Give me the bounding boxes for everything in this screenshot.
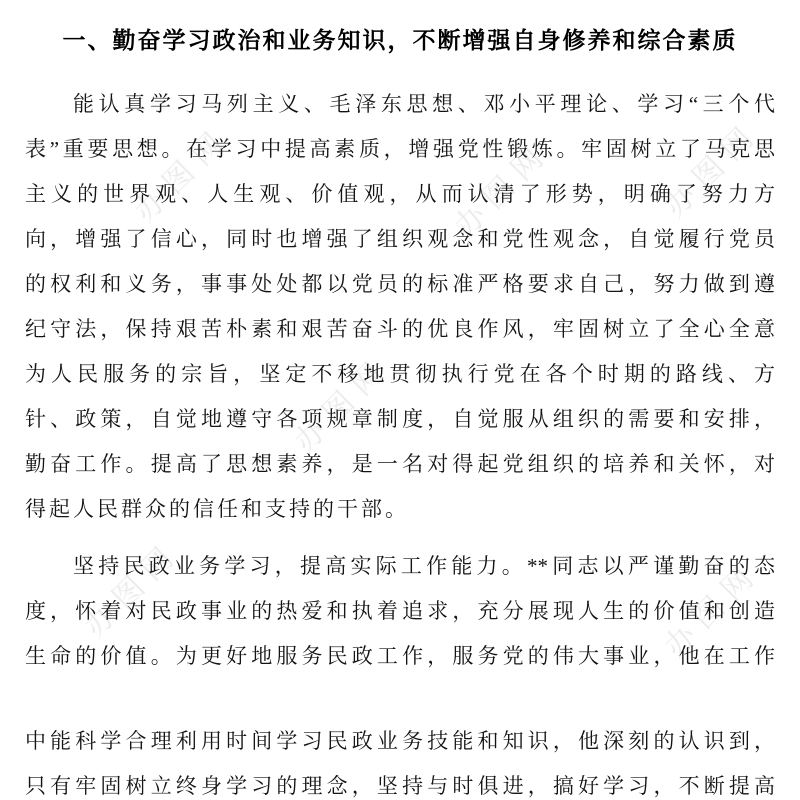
paragraph-3 [25,719,775,800]
paragraph-line: 坚持民政业务学习，提高实际工作能力。**同志以严谨勤奋的态 [73,554,775,578]
watermark-text: 办图网 [128,120,237,229]
paragraph-line: 为人民服务的宗旨，坚定不移地贯彻执行党在各个时期的路线、方 [25,362,775,386]
paragraph-line: 勤奋工作。提高了思想素养，是一名对得起党组织的培养和关怀，对 [25,452,775,476]
watermark-text: 办图网 [448,135,557,244]
document-content [25,0,775,800]
paragraph-1 [25,82,775,532]
paragraph-line: 主义的世界观、人生观、价值观，从而认清了形势，明确了努力方 [25,182,775,206]
paragraph-line: 得起人民群众的信任和支持的干部。 [25,497,409,521]
paragraph-line: 的权利和义务，事事处处都以党员的标准严格要求自己，努力做到遵 [25,272,775,296]
paragraph-line: 只有牢固树立终身学习的理念，坚持与时俱进，搞好学习，不断提高 [25,774,775,798]
watermark-text: 办图网 [658,115,767,224]
watermark-text: 办图网 [658,555,767,664]
paragraph-line: 表”重要思想。在学习中提高素质，增强党性锻炼。牢固树立了马克思 [25,137,775,161]
watermark-text: 办图网 [288,350,397,459]
paragraph-line: 生命的价值。为更好地服务民政工作，服务党的伟大事业，他在工作 [25,644,775,668]
paragraph-line: 向，增强了信心，同时也增强了组织观念和党性观念，自觉履行党员 [25,227,775,251]
watermark-text: 办图网 [78,535,187,644]
document-heading: 一、勤奋学习政治和业务知识，不断增强自身修养和综合素质 [62,27,738,53]
paragraph-line: 能认真学习马列主义、毛泽东思想、邓小平理论、学习“三个代 [73,92,775,116]
paragraph-line: 度，怀着对民政事业的热爱和执着追求，充分展现人生的价值和创造 [25,599,775,623]
paragraph-line: 纪守法，保持艰苦朴素和艰苦奋斗的优良作风，牢固树立了全心全意 [25,317,775,341]
paragraph-2 [25,544,775,679]
paragraph-line: 针、政策，自觉地遵守各项规章制度，自觉服从组织的需要和安排， [25,407,775,431]
paragraph-line: 中能科学合理利用时间学习民政业务技能和知识，他深刻的认识到， [25,729,775,753]
